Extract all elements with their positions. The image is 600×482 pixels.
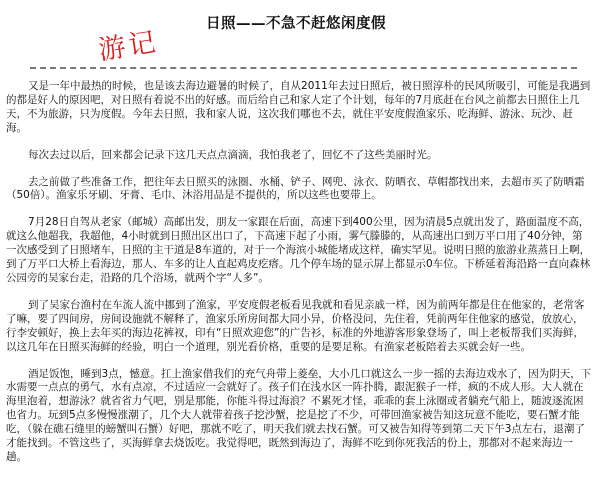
article-title: 日照——不急不赶悠闲度假 (206, 16, 386, 32)
article-body (6, 80, 592, 465)
paragraph: 7月28日自驾从老家（邮城）高邮出发，朋友一家跟在后面，高速下到400公里，因为清晨5点就出发了，路面温度不高，就这么他超我，我超他，4小时就到日照出区出口了，下高速下起了小雨，雾气滕滕的，从高速出口到万平口用了40分钟，第一次感受到了日照堵车，日照的主干道是8车道的，对于一个海滨小城能堵成这样，确实罕见。说明日照的旅游业蒸蒸日上啊，到了万平口大桥上看海边，那人、车多的让人直起鸡皮疙瘩。几个停车场的显示屏上都显示0车位。下桥延着海沿路一直向森林公园旁的吴家台走，沿路的几个浴场，就两个字“人多”。 (6, 216, 591, 284)
paragraph: 到了吴家台渔村在车流人流中挪到了渔家，平安度假老板看见我就和看见亲戚一样，因为前两年都是住在他家的，老常客了嘛，要了四间房，房间设施就不解释了，渔家乐所房间都大同小异，价格没问，先住着，凭前两年住他家的感觉，放放心，行李安顿好，换上去年买的海边花裤衩，印有“日照欢迎您”的广告衫，标准的外地游客形象登场了，叫上老板帮我们买海鲜，以这几年在日照买海鲜的经验，明白一个道理，别光看价格，重要的是要足称。有渔家老板陪着去买就会好一些。 (6, 298, 585, 353)
paragraph: 去之前做了些准备工作，把往年去日照买的泳圈、水桶、铲子、网兜、泳衣、防晒衣、草帽都找出来，去超市买了防晒霜（50倍）。渔家乐牙刷、牙膏、毛巾、沐浴用品是不提供的，所以这些也要带上。 (6, 175, 585, 202)
title-divider (30, 67, 577, 69)
paragraph: 又是一年中最热的时候，也是该去海边避暑的时候了，自从2011年去过日照后，被日照淳朴的民风所吸引，可能是我遇到的都是好人的原因吧，对日照有着说不出的好感。而后给自己和家人定了个计划，每年的7月底赶在台风之前都去日照住上几天，不为旅游，只为度假。今年去日照，我和家人说，这次我们哪也不去，就住平安度假渔家乐、吃海鲜、游泳、玩沙、赶海。 (6, 80, 591, 134)
paragraph: 酒足饭饱，睡到3点，憾意。扛上渔家借我们的充气舟带上菱垒，大小几口就这么一步一摇的去海边戏水了，因为阴天，下水需要一点点的勇气，水有点凉，不过适应一会就好了。孩子们在浅水区一阵扑腾，跟泥猴子一样，疯的不成人形。大人就在海里泡着，想游泳？就省省力气吧，别是那能，你能斗得过海浪？不累死才怪，乖乖的套上泳圈或者躺充气船上，随波逐流困也省力。玩到5点多慢慢涨潮了，几个大人就带着孩子挖沙蟹，挖是挖了不少，可带回渔家被告知这玩意不能吃，要石蟹才能吃，（躲在礁石缝里的螃蟹叫石蟹）好吧，那就不吃了，明天我们就去找石蟹。可又被告知得等到第二天下午3点左右，退潮了才能找到。不管这些了，买海鲜拿去烧饭吃。我觉得吧，既然到海边了，海鲜不吃到你死我活的份上，那都对不起来海边一趟。 (6, 367, 592, 463)
paragraph: 每次去过以后，回来都会记录下这几天点点滴滴，我怕我老了，回忆不了这些美丽时光。 (28, 148, 438, 161)
travel-notes-stamp: 游记 (96, 26, 161, 67)
